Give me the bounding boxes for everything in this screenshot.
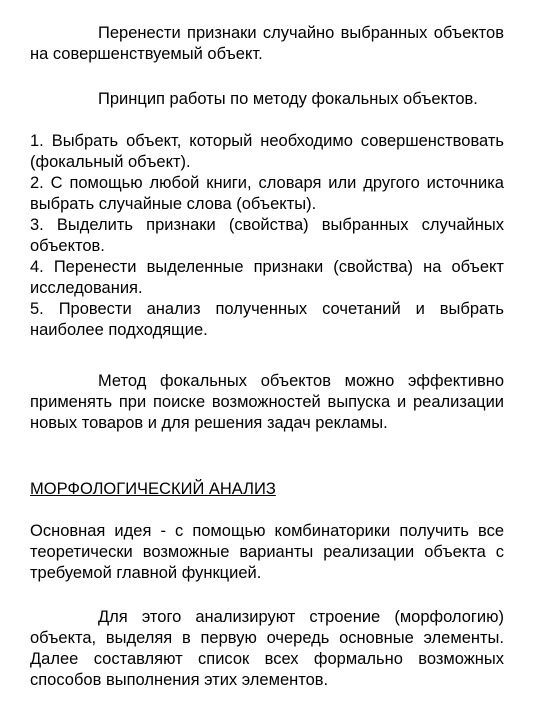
step-3: 3. Выделить признаки (свойства) выбранных случайных объектов.: [30, 216, 504, 255]
main-idea-paragraph: Основная идея - с помощью комбинаторики получить все теоретически возможные варианты реализации объекта с требуемой главной функцией.: [30, 522, 504, 582]
step-5: 5. Провести анализ полученных сочетаний и выбрать наиболее подходящие.: [30, 300, 504, 339]
intro-paragraph: Перенести признаки случайно выбранных объектов на совершенствуемый объект.: [30, 24, 504, 63]
morphological-analysis-heading: МОРФОЛОГИЧЕСКИЙ АНАЛИЗ: [30, 480, 276, 498]
method-usage-paragraph: Метод фокальных объектов можно эффективно применять при поиске возможностей выпуска и реализации новых товаров и для решения задач рекламы.: [30, 372, 504, 432]
step-1: 1. Выбрать объект, который необходимо совершенствовать (фокальный объект).: [30, 132, 504, 171]
step-2: 2. С помощью любой книги, словаря или другого источника выбрать случайные слова (объекты).: [30, 174, 504, 213]
analysis-paragraph: Для этого анализируют строение (морфологию) объекта, выделяя в первую очередь основные элементы. Далее составляют список всех формально возможных способов выполнения этих элементов.: [30, 608, 504, 689]
principle-title: Принцип работы по методу фокальных объектов.: [98, 90, 478, 108]
step-4: 4. Перенести выделенные признаки (свойства) на объект исследования.: [30, 258, 504, 297]
